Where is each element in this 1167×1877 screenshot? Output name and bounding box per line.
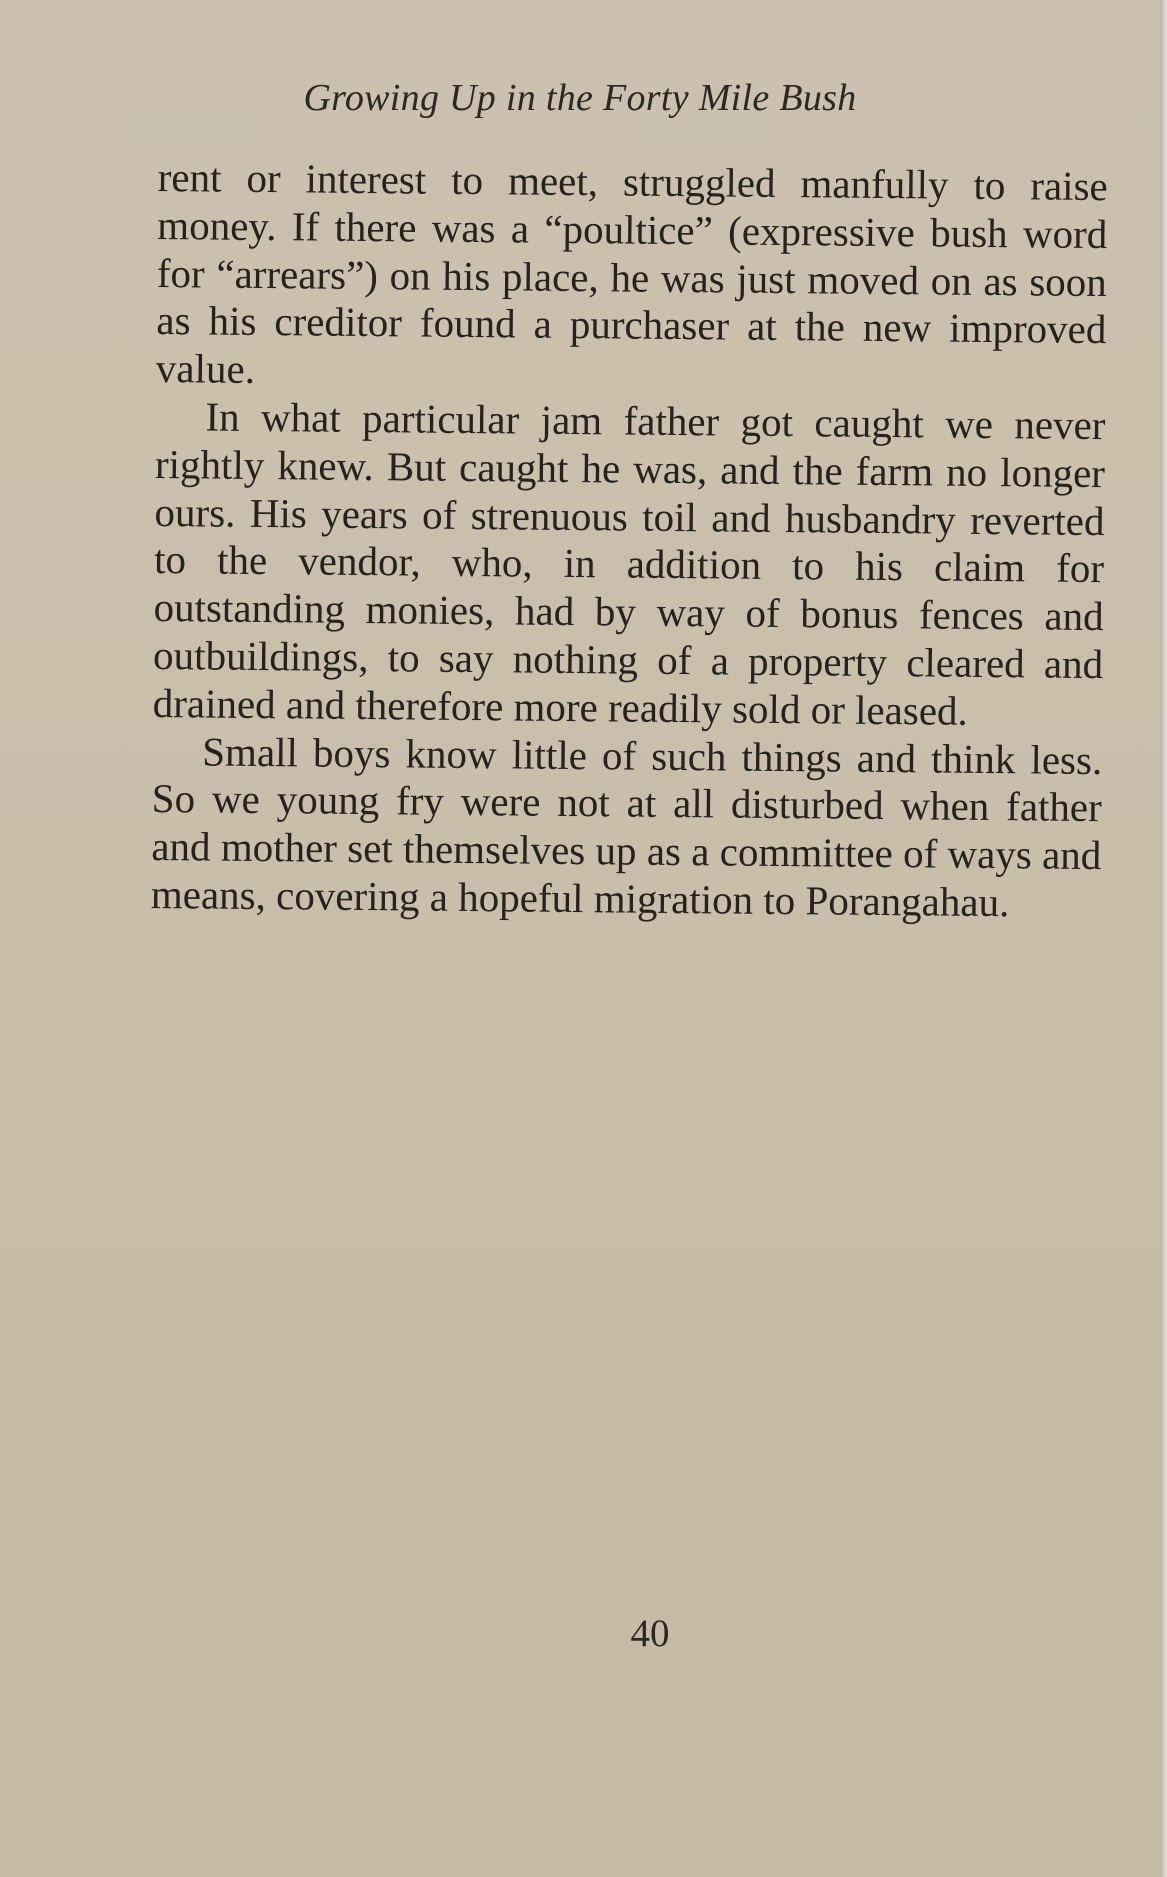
paragraph-1: rent or interest to meet, struggled manfully to raise money. If there was a “poultice” (expressive bush word for “arrears”) on his place, he was just moved on as soon as his creditor found a purchaser at the new improved value.: [155, 154, 1108, 393]
page-edge: [1160, 0, 1167, 1877]
paragraph-3: Small boys know little of such things and think less. So we young fry were not at all disturbed when father and mother set themselves up as a committee of ways and means, covering a hopeful migration to Porangahau.: [150, 728, 1103, 926]
paragraph-2: In what particular jam father got caught we never rightly knew. But caught he was, and the farm no longer ours. His years of strenuous toil and husbandry reverted to the vendor, who, in addition to his claim for outstanding monies, had by way of bonus fences and outbuildings, to say nothing of a property cleared and drained and therefore more readily sold or leased.: [152, 393, 1106, 734]
page-number: 40: [630, 1612, 670, 1655]
running-head: Growing Up in the Forty Mile Bush: [303, 77, 857, 119]
body-text: [151, 154, 1108, 928]
